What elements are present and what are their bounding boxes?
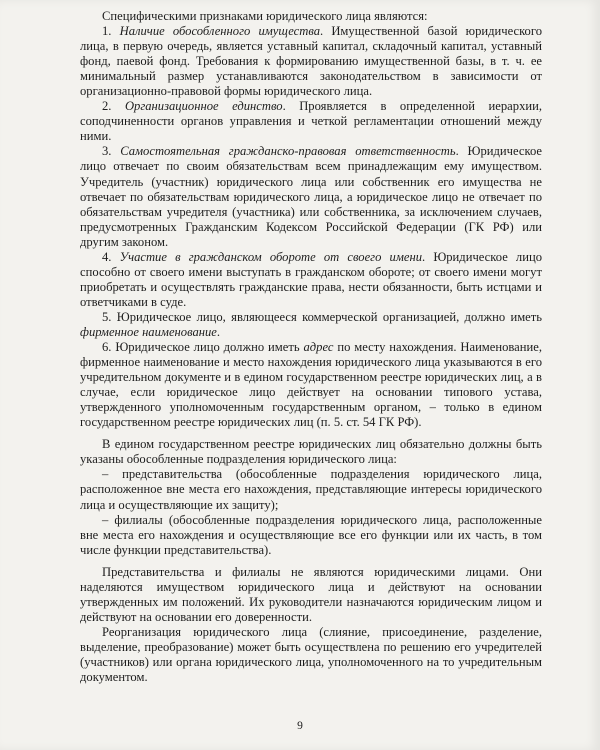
emphasis-text: Наличие обособленного имущества — [119, 24, 321, 39]
paragraph-text: 3. — [102, 144, 121, 159]
paragraph-text: . Имущественной базой юридического лица, в первую очередь, является уставный капитал, складочный капитал, уставный фонд, паевой фонд. Требования к формированию имущественной базы, в т. ч. ее минимальный размер устанавливаются законодательством в зависимости от организационно-правовой формы юридического лица. — [80, 24, 543, 99]
paragraph-text: . Проявляется в определенной иерархии, соподчиненности органов управления и четкой регламентации отношений между ними. — [80, 99, 542, 144]
paragraph-text: – филиалы (обособленные подразделения юридического лица, расположенные вне места его нахождения и осуществляющие все его функции или их часть, в том числе функции представительства). — [80, 512, 542, 557]
paragraph — [80, 99, 542, 144]
paragraph — [80, 467, 542, 512]
emphasis-text: Организационное единство — [124, 99, 283, 114]
paragraph-text: 4. — [102, 249, 120, 264]
paragraph-text: Специфическими признаками юридического лица являются: — [102, 9, 428, 23]
paragraph — [80, 437, 542, 467]
paragraph-text: Реорганизация юридического лица (слияние, присоединение, разделение, выделение, преобразование) может быть осуществлена по решению его учредителей (участников) или органа юридического лица, уполномоченного на то учредительным документом. — [80, 624, 542, 685]
paragraph — [80, 513, 542, 558]
paragraph — [80, 144, 542, 249]
emphasis-text: Самостоятельная гражданско-правовая ответственность — [120, 144, 456, 159]
paragraph-text: – представительства (обособленные подразделения юридического лица, расположенное вне места его нахождения, представляющие интересы юридического лица и осуществляющие их защиту); — [80, 467, 542, 512]
paragraph-text: 5. — [102, 309, 117, 324]
paragraph — [80, 9, 542, 24]
paragraph — [80, 565, 542, 625]
paragraph-text: . Юридическое лицо способно от своего имени выступать в гражданском обороте; от своего имени могут приобретать и осуществлять гражданские права, нести обязанности, быть истцами и ответчиками в суде. — [80, 249, 542, 309]
paragraph-text: по месту нахождения. Наименование, фирменное наименование и место нахождения юридического лица указываются в его учредительном документе и в едином государственном реестре юридических лиц, а в случае, если юридическое лицо действует на основании типового устава, утвержденного уполномоченным государственным органом, – только в едином государственном реестре юридических лиц (п. 5. ст. 54 ГК РФ). — [80, 340, 542, 430]
paragraph-text: . — [216, 324, 221, 339]
paragraph-text: 1. — [102, 24, 120, 39]
paragraph — [80, 24, 542, 99]
body-text — [80, 9, 542, 685]
paragraph-text: В едином государственном реестре юридических лиц обязательно должны быть указаны обособленные подразделения юридического лица: — [80, 437, 542, 467]
emphasis-text: Участие в гражданском обороте от своего имени — [119, 249, 423, 264]
paragraph-text: 2. — [102, 99, 125, 114]
paragraph-text: Юридическое лицо, являющееся коммерческой организацией, должно иметь — [116, 309, 542, 324]
paragraph-text: Представительства и филиалы не являются юридическими лицами. Они наделяются имуществом юридического лица и действуют на основании утвержденных им положений. Их руководители назначаются юридическим лицом и действуют на основании его доверенности. — [80, 564, 542, 624]
paragraph — [80, 625, 542, 685]
emphasis-text: фирменное наименование — [80, 324, 217, 339]
paragraph-text: . Юридическое лицо отвечает по своим обязательствам всем принадлежащим ему имуществом. Учредитель (участник) юридического лица или собственник его имущества не отвечает по обязательствам юридического лица, а юридическое лицо не отвечает по обязательствам учредителя (участника) или собственника, за исключением случаев, предусмотренных Гражданским Кодексом Российской Федерации (ГК РФ) или другим законом. — [80, 144, 542, 249]
page-number: 9 — [297, 720, 303, 732]
paragraph-text: Юридическое лицо должно иметь — [115, 340, 304, 355]
emphasis-text: адрес — [303, 340, 334, 355]
paragraph — [80, 250, 542, 310]
paragraph — [80, 310, 542, 340]
paragraph — [80, 340, 542, 430]
paragraph-text: 6. — [102, 340, 116, 355]
